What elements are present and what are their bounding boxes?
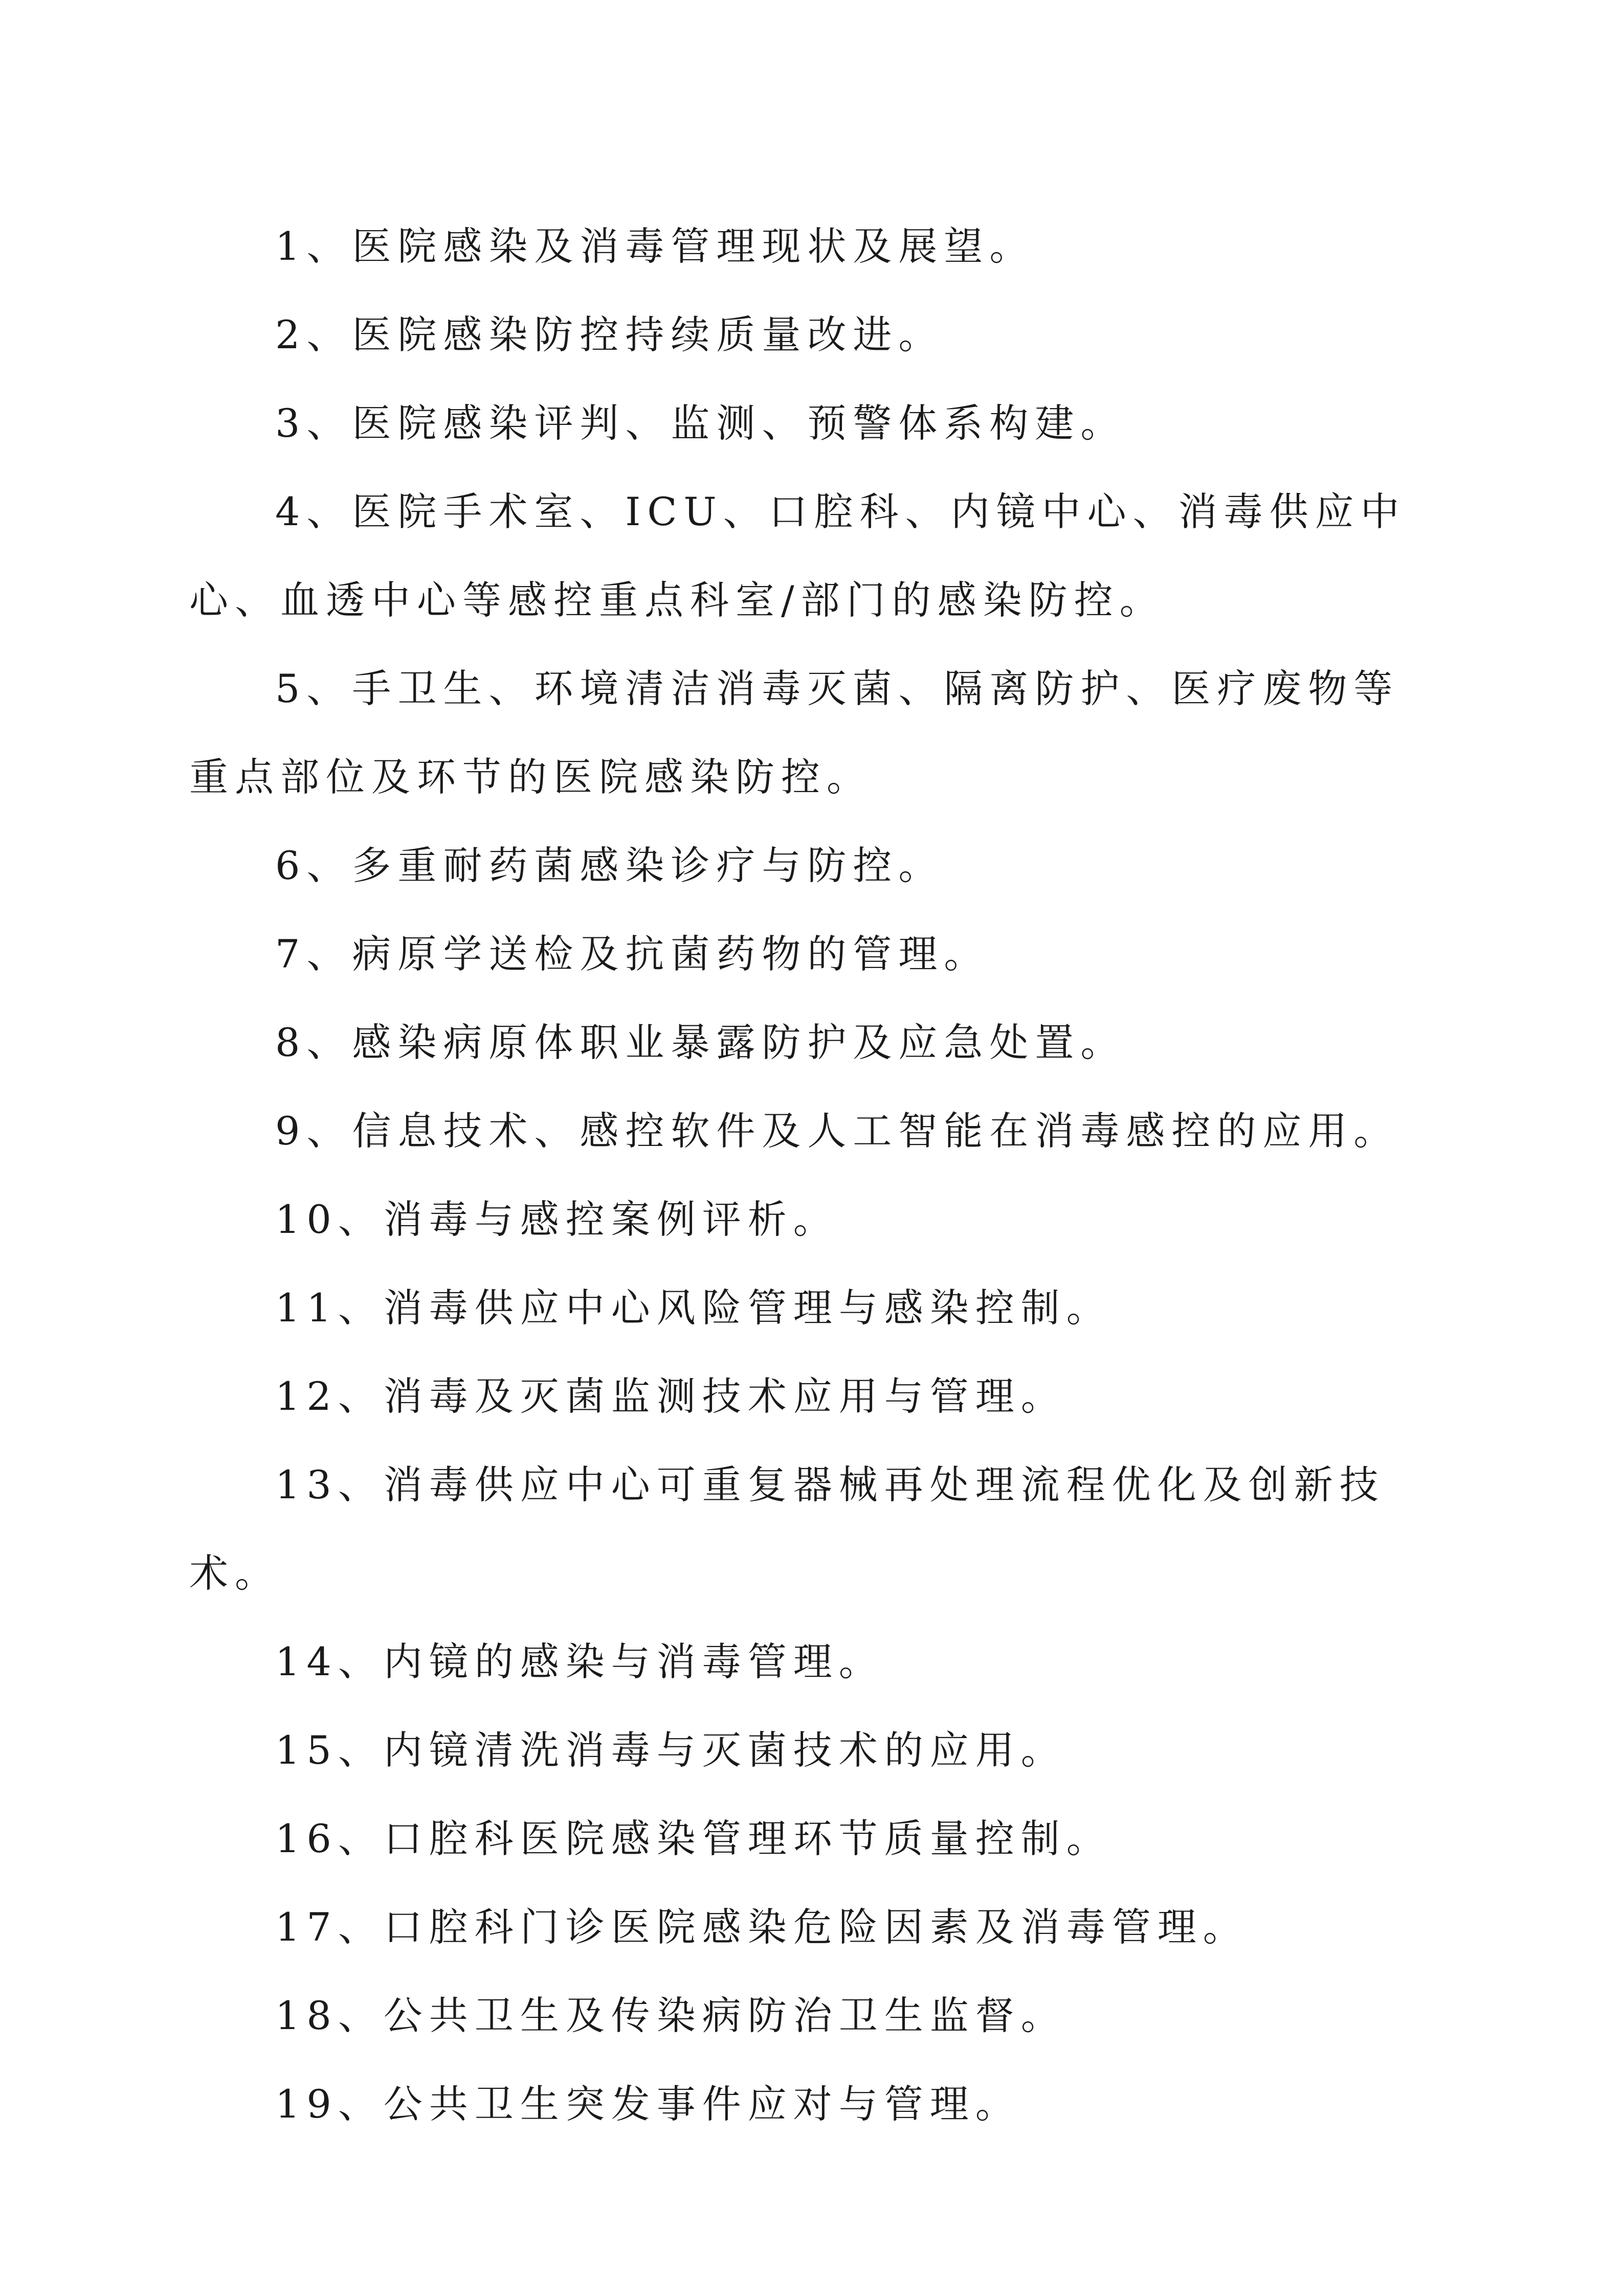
list-item: 8、感染病原体职业暴露防护及应急处置。 [275, 1020, 1126, 1065]
list-item: 15、内镜清洗消毒与灭菌技术的应用。 [275, 1727, 1066, 1773]
list-item: 18、公共卫生及传染病防治卫生监督。 [275, 1993, 1066, 2038]
list-item: 16、口腔科医院感染管理环节质量控制。 [275, 1816, 1112, 1861]
list-item: 2、医院感染防控持续质量改进。 [275, 312, 944, 357]
list-item: 17、口腔科门诊医院感染危险因素及消毒管理。 [275, 1904, 1249, 1950]
list-item: 10、消毒与感控案例评析。 [275, 1197, 839, 1242]
list-item: 4、医院手术室、ICU、口腔科、内镜中心、消毒供应中心、血透中心等感控重点科室/部门的感染防控。 [189, 489, 1406, 623]
list-item: 1、医院感染及消毒管理现状及展望。 [275, 223, 1035, 269]
list-item: 11、消毒供应中心风险管理与感染控制。 [275, 1285, 1112, 1331]
list-item: 13、消毒供应中心可重复器械再处理流程优化及创新技术。 [189, 1462, 1385, 1596]
topic-list [189, 202, 1437, 2148]
list-item: 12、消毒及灭菌监测技术应用与管理。 [275, 1374, 1066, 1419]
list-item: 5、手卫生、环境清洁消毒灭菌、隔离防护、医疗废物等重点部位及环节的医院感染防控。 [189, 666, 1399, 800]
list-item: 14、内镜的感染与消毒管理。 [275, 1639, 884, 1684]
list-item: 6、多重耐药菌感染诊疗与防控。 [275, 843, 944, 888]
list-item: 7、病原学送检及抗菌药物的管理。 [275, 931, 990, 977]
list-item: 9、信息技术、感控软件及人工智能在消毒感控的应用。 [275, 1108, 1399, 1154]
list-item: 3、医院感染评判、监测、预警体系构建。 [275, 400, 1126, 446]
list-item: 19、公共卫生突发事件应对与管理。 [275, 2081, 1021, 2127]
